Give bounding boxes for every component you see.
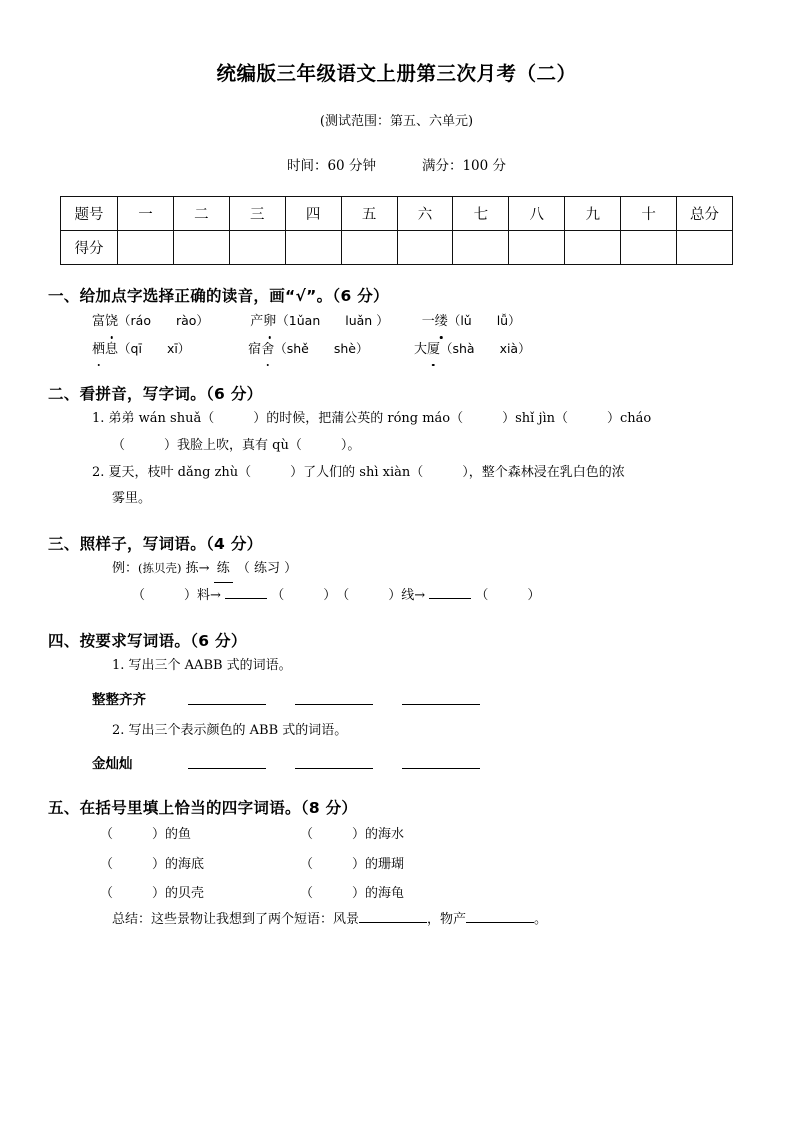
summary-middle: ，物产 <box>427 912 467 928</box>
score-table-col-8: 八 <box>509 197 565 231</box>
abb-blank-3[interactable] <box>402 768 480 769</box>
score-table-col-10: 十 <box>621 197 677 231</box>
q1-item-6-options[interactable]: （shà xià） <box>439 340 531 356</box>
q1-item-2[interactable] <box>250 314 388 329</box>
score-table-col-4: 四 <box>285 197 341 231</box>
section-three-example <box>48 556 745 584</box>
q1-item-3-options[interactable]: （lǔ lǚ） <box>447 313 521 328</box>
section-four-prompt-1: 1. 写出三个 AABB 式的词语。 <box>112 658 292 674</box>
score-table-col-total: 总分 <box>677 197 733 231</box>
q3-right-blank[interactable] <box>429 598 471 599</box>
aabb-blanks <box>188 704 480 708</box>
q5-row-3-right[interactable]: （ ）的海龟 <box>300 885 405 901</box>
score-table-score-label: 得分 <box>61 231 118 265</box>
abb-blank-2[interactable] <box>295 768 373 769</box>
score-table <box>60 196 733 265</box>
example-label: 例： <box>112 560 139 576</box>
section-five-grid <box>48 820 745 908</box>
q5-row-3-left[interactable]: （ ）的贝壳 <box>100 885 205 901</box>
section-two-line-3[interactable]: 2. 夏天，枝叶 dǎng zhù（ ）了人们的 shì xiàn（ ），整个森林浸在乳白色的浓 <box>92 464 625 480</box>
score-table-col-2: 二 <box>173 197 229 231</box>
q1-item-3-dotted-char: 缕 <box>435 309 448 336</box>
example-full-word: （ 练习 ） <box>236 560 298 576</box>
q3-left-tail[interactable]: （ ） <box>271 588 330 604</box>
page-title: 统编版三年级语文上册第三次月考（二） <box>216 62 577 85</box>
q1-item-2-char: 产 <box>250 314 264 329</box>
q5-row-1-right[interactable]: （ ）的海水 <box>300 827 405 843</box>
abb-blanks <box>188 768 480 772</box>
score-cell-3[interactable] <box>229 231 285 265</box>
score-table-col-7: 七 <box>453 197 509 231</box>
score-table-question-label: 题号 <box>61 197 118 231</box>
summary-prefix: 总结：这些景物让我想到了两个短语：风景 <box>112 912 360 928</box>
q5-row-2-left[interactable]: （ ）的海底 <box>100 856 205 872</box>
score-cell-2[interactable] <box>173 231 229 265</box>
score-cell-7[interactable] <box>453 231 509 265</box>
score-cell-8[interactable] <box>509 231 565 265</box>
section-four-row-1 <box>48 680 745 708</box>
example-source-word: (拣贝壳) <box>138 560 182 575</box>
q1-item-4[interactable] <box>92 342 190 357</box>
score-cell-4[interactable] <box>285 231 341 265</box>
section-four-title: 四、按要求写词语。（6 分） <box>48 632 247 651</box>
section-three-title: 三、照样子，写词语。（4 分） <box>48 534 263 553</box>
total-points-label: 满分：100 分 <box>421 158 507 174</box>
q1-item-5-char: 宿 <box>248 341 262 357</box>
section-one-row-2 <box>48 336 745 364</box>
abb-blank-1[interactable] <box>188 768 266 769</box>
q1-item-5-options[interactable]: （shě shè） <box>274 340 369 356</box>
score-table-col-6: 六 <box>397 197 453 231</box>
score-cell-9[interactable] <box>565 231 621 265</box>
summary-suffix: 。 <box>534 912 548 928</box>
q1-item-3-char: 一 <box>421 314 435 329</box>
score-table-col-3: 三 <box>229 197 285 231</box>
q1-item-1-options[interactable]: （ráo rào） <box>118 313 209 328</box>
exam-meta <box>48 129 745 174</box>
section-two-line-2[interactable]: （ ）我脸上吹，真有 qù（ ）。 <box>112 437 361 453</box>
score-cell-6[interactable] <box>397 231 453 265</box>
q3-right-tail[interactable]: （ ） <box>475 588 541 604</box>
aabb-seed-word: 整整齐齐 <box>92 691 146 708</box>
test-scope-subtitle: (测试范围：第五、六单元) <box>319 114 474 129</box>
example-answer-char: 练 <box>214 556 233 584</box>
score-table-col-9: 九 <box>565 197 621 231</box>
time-limit-label: 时间：60 分钟 <box>286 158 376 174</box>
section-five-summary <box>48 908 745 933</box>
section-three-practice <box>48 583 745 610</box>
q1-item-5[interactable] <box>248 342 368 357</box>
q1-item-1-char: 富 <box>92 314 106 329</box>
aabb-blank-3[interactable] <box>402 704 480 705</box>
q3-left-blank[interactable] <box>225 598 267 599</box>
q1-item-4-dotted-char: 栖 <box>92 337 105 364</box>
summary-blank-product[interactable] <box>466 922 534 923</box>
section-four-row-2 <box>48 744 745 772</box>
section-one-row-1 <box>48 308 745 336</box>
abb-seed-word: 金灿灿 <box>92 756 133 773</box>
section-four-prompt-2: 2. 写出三个表示颜色的 ABB 式的词语。 <box>112 722 348 738</box>
aabb-blank-1[interactable] <box>188 704 266 705</box>
section-two-title: 二、看拼音，写字词。（6 分） <box>48 385 263 404</box>
q1-item-2-options[interactable]: （1ǔan luǎn ） <box>276 313 389 328</box>
aabb-blank-2[interactable] <box>295 704 373 705</box>
section-five-title: 五、在括号里填上恰当的四字词语。（8 分） <box>48 799 358 818</box>
score-cell-total[interactable] <box>677 231 733 265</box>
q1-item-6-dotted-char: 厦 <box>427 337 440 364</box>
section-one-title: 一、给加点字选择正确的读音，画“√”。（6 分） <box>48 287 389 305</box>
score-table-col-1: 一 <box>118 197 174 231</box>
q5-row-1-left[interactable]: （ ）的鱼 <box>100 827 192 843</box>
q1-item-3[interactable] <box>422 314 521 329</box>
q1-item-2-dotted-char: 卵 <box>263 309 276 336</box>
q1-item-4-char: 息 <box>105 341 119 357</box>
score-table-col-5: 五 <box>341 197 397 231</box>
score-table-header-row <box>61 197 733 231</box>
summary-blank-scenery[interactable] <box>359 922 427 923</box>
score-cell-5[interactable] <box>341 231 397 265</box>
section-two-line-1[interactable]: 1. 弟弟 wán shuǎ（ ）的时候，把蒲公英的 róng máo（ ）shǐ jìn（ ）cháo <box>92 411 652 427</box>
section-two-line-4: 雾里。 <box>112 491 152 507</box>
q1-item-6[interactable] <box>414 342 531 357</box>
q1-item-4-options[interactable]: （qī xī） <box>118 340 191 356</box>
example-char-arrow: 拣→ <box>185 560 210 576</box>
q1-item-1-dotted-char: 饶 <box>105 309 118 336</box>
q3-right-prompt[interactable]: （ ）线→ <box>342 588 426 604</box>
score-cell-1[interactable] <box>118 231 174 265</box>
q1-item-5-dotted-char: 舍 <box>261 337 274 364</box>
q1-item-1[interactable] <box>92 314 209 329</box>
q3-left-prompt[interactable]: （ ）料→ <box>132 588 221 604</box>
score-cell-10[interactable] <box>621 231 677 265</box>
q1-item-6-char: 大 <box>413 341 427 357</box>
q5-row-2-right[interactable]: （ ）的珊瑚 <box>300 856 405 872</box>
score-table-score-row <box>61 231 733 265</box>
